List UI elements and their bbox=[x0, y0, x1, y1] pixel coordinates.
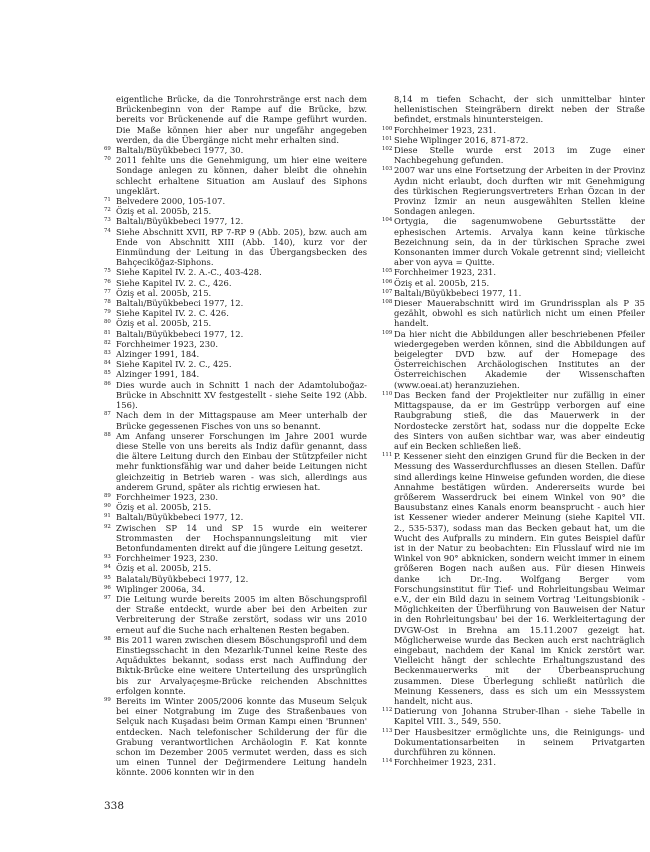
footnote-text: Siehe Kapitel IV. 2. C., 425. bbox=[116, 359, 232, 370]
footnote bbox=[382, 298, 645, 329]
footnote-number: 83 bbox=[104, 350, 111, 357]
footnote-number: 92 bbox=[104, 523, 111, 530]
footnote bbox=[104, 635, 367, 696]
footnote-number: 89 bbox=[104, 492, 111, 499]
footnote bbox=[104, 278, 367, 288]
footnote-text: Siehe Kapitel IV. 2. C. 426. bbox=[116, 308, 229, 319]
footnote-number: 103 bbox=[382, 166, 393, 173]
footnote bbox=[382, 135, 645, 145]
footnote-text: Datierung von Johanna Struber-Ilhan - siehe Tabelle in Kapitel VIII. 3., 549, 550. bbox=[394, 706, 645, 727]
footnote-number: 71 bbox=[104, 197, 111, 204]
footnote bbox=[382, 145, 645, 165]
footnote-text: Öziş et al. 2005b, 215. bbox=[116, 287, 212, 298]
footnote bbox=[104, 196, 367, 206]
footnote-text: Balatalı/Büyükbebeci 1977, 12. bbox=[116, 573, 249, 584]
footnote-number: 82 bbox=[104, 339, 111, 346]
footnote-number: 94 bbox=[104, 564, 111, 571]
footnote-text: Öziş et al. 2005b, 215. bbox=[116, 206, 212, 217]
footnote-text: Forchheimer 1923, 231. bbox=[394, 757, 496, 768]
footnotes-left-column bbox=[104, 94, 367, 778]
footnote-number: 101 bbox=[382, 135, 393, 142]
footnote bbox=[104, 563, 367, 573]
footnote bbox=[382, 267, 645, 277]
footnote bbox=[104, 359, 367, 369]
footnote-text: 2007 war uns eine Fortsetzung der Arbeiten in der Provinz Aydın nicht erlaubt, doch durften wir mit Genehmigung des türkischen Regierungsvertreters Erhan Özcan in der Provinz İzmir an neun ausgewählten Stellen kleine Sondagen anlegen. bbox=[394, 165, 645, 217]
footnote-text: Baltalı/Büyükbebeci 1977, 12. bbox=[116, 298, 244, 309]
footnote-number: 75 bbox=[104, 268, 111, 275]
footnote-number: 85 bbox=[104, 370, 111, 377]
footnote bbox=[104, 594, 367, 635]
footnote-number: 104 bbox=[382, 217, 393, 224]
footnote-text: Nach dem in der Mittagspause am Meer unterhalb der Brücke gegessenen Fisches von uns so benannt. bbox=[116, 410, 367, 431]
footnote-number: 111 bbox=[382, 452, 393, 459]
footnote-number: 97 bbox=[104, 594, 111, 601]
footnote-text: Da hier nicht die Abbildungen aller beschriebenen Pfeiler wiedergegeben werden können, sind die Abbildungen auf beigelegter DVD bzw. auf der Homepage des Österreichischen Archäologischen Institutes an der Österreichischen Akademie der Wissenschaften (www.oeai.at) heranzuziehen. bbox=[394, 328, 645, 390]
footnote-number: 107 bbox=[382, 288, 393, 295]
footnote-text: Öziş et al. 2005b, 215. bbox=[116, 502, 212, 513]
footnote-text: Öziş et al. 2005b, 215. bbox=[394, 277, 490, 288]
footnote bbox=[382, 288, 645, 298]
footnote-number: 88 bbox=[104, 431, 111, 438]
footnote-number: 87 bbox=[104, 411, 111, 418]
footnote bbox=[382, 727, 645, 758]
footnote-text: Dies wurde auch in Schnitt 1 nach der Adamtoluboğaz-Brücke in Abschnitt XV festgestellt - siehe Seite 192 (Abb. 156). bbox=[116, 379, 367, 411]
footnote-text: Forchheimer 1923, 231. bbox=[394, 267, 496, 278]
footnote-number: 105 bbox=[382, 268, 393, 275]
footnote-text: Siehe Abschnitt XVII, RP 7-RP 9 (Abb. 205), bzw. auch am Ende von Abschnitt XIII (Abb. 140), kurz vor der Einmündung der Leitung in das Übergangsbecken des Bahçeciköğaz-Siphons. bbox=[116, 226, 367, 268]
footnote-text: Zwischen SP 14 und SP 15 wurde ein weiterer Strommasten der Hochspannungsleitung mit vier Betonfundamenten direkt auf die jüngere Leitung gesetzt. bbox=[116, 522, 367, 553]
footnote-text: Belvedere 2000, 105-107. bbox=[116, 196, 226, 207]
footnote bbox=[104, 696, 367, 778]
footnote-number: 112 bbox=[382, 707, 393, 714]
footnote-text: Bereits im Winter 2005/2006 konnte das Museum Selçuk bei einer Notgrabung im Zuge des Straßenbaues von Selçuk nach Kuşadası beim Orman Kampı einen 'Brunnen' entdecken. Nach telefonischer Schilderung der für die Grabung verantwortlichen Archäologin F. Kat konnte schon im Dezember 2005 vermutet werden, dass es sich um einen Tunnel der Değirmendere Leitung handeln könnte. 2006 konnten wir in den bbox=[116, 695, 367, 778]
footnote-number: 84 bbox=[104, 360, 111, 367]
footnote-text: Forchheimer 1923, 230. bbox=[116, 338, 218, 349]
footnote bbox=[104, 145, 367, 155]
page-number: 338 bbox=[104, 800, 125, 812]
footnote bbox=[104, 492, 367, 502]
footnote bbox=[104, 206, 367, 216]
footnote bbox=[104, 349, 367, 359]
footnote-number: 76 bbox=[104, 278, 111, 285]
footnote-text: Forchheimer 1923, 231. bbox=[394, 124, 496, 135]
footnote-text: eigentliche Brücke, da die Tonrohrstränge erst nach dem Brückenbeginn von der Rampe auf die Brücke, bzw. bereits vor Brückenende auf die Rampe geführt wurden. Die Maße können hier aber nur ungefähr angegeben werden, da die Übergänge nicht mehr erhalten sind. bbox=[116, 94, 367, 145]
footnote-number: 114 bbox=[382, 758, 393, 765]
footnote-number: 109 bbox=[382, 329, 393, 336]
footnote-number: 108 bbox=[382, 299, 393, 306]
footnote bbox=[104, 155, 367, 196]
footnote-number: 86 bbox=[104, 380, 111, 387]
footnote-number: 69 bbox=[104, 146, 111, 153]
footnote-number: 99 bbox=[104, 696, 111, 703]
footnote-text: Siehe Kapitel IV. 2. A.-C., 403-428. bbox=[116, 267, 262, 278]
footnote bbox=[104, 227, 367, 268]
footnote bbox=[382, 390, 645, 451]
footnote-text: Forchheimer 1923, 230. bbox=[116, 553, 218, 564]
footnote bbox=[104, 553, 367, 563]
footnote bbox=[104, 584, 367, 594]
footnotes-right-column bbox=[382, 94, 645, 767]
footnote-number: 96 bbox=[104, 584, 111, 591]
footnote bbox=[382, 451, 645, 706]
footnote bbox=[104, 94, 367, 145]
footnote-number: 72 bbox=[104, 207, 111, 214]
footnote-number: 106 bbox=[382, 278, 393, 285]
footnote-text: Alzinger 1991, 184. bbox=[116, 369, 200, 380]
footnote bbox=[104, 308, 367, 318]
footnote-text: Baltalı/Büyükbebeci 1977, 11. bbox=[394, 287, 522, 298]
footnote-text: Das Becken fand der Projektleiter nur zufällig in einer Mittagspause, da er im Gestrüpp verborgen auf eine Raubgrabung stieß, die das Mauerwerk in der Nordostecke zerstört hat, sodass nur die doppelte Ecke des Sinters von außen sichtbar war, was aber eindeutig auf ein Becken schließen ließ. bbox=[394, 389, 645, 451]
footnote-text: Am Anfang unserer Forschungen im Jahre 2001 wurde diese Stelle von uns bereits als Indiz dafür genannt, dass die ältere Leitung durch den Einbau der Stützpfeiler nicht mehr funktionsfähig war und daher beide Leitungen nicht gleichzeitig in Betrieb waren - was sich, allerdings aus anderem Grund, später als richtig erwiesen hat. bbox=[116, 430, 367, 492]
footnote-text: Alzinger 1991, 184. bbox=[116, 349, 200, 360]
footnote bbox=[104, 267, 367, 277]
footnote bbox=[382, 94, 645, 125]
footnote-text: Forchheimer 1923, 230. bbox=[116, 491, 218, 502]
footnote-text: Diese Stelle wurde erst 2013 im Zuge einer Nachbegehung gefunden. bbox=[394, 145, 645, 166]
footnote bbox=[104, 410, 367, 430]
footnote-number: 93 bbox=[104, 554, 111, 561]
footnote-text: Ortygia, die sagenumwobene Geburtsstätte der ephesischen Artemis. Arvalya kann keine türkische Bezeichnung sein, da in der türkischen Sprache zwei Konsonanten immer durch Vokale getrennt sind; vielleicht aber von ayva = Quitte. bbox=[394, 216, 645, 268]
footnote-text: P. Kessener sieht den einzigen Grund für die Becken in der Messung des Wasserdurchflusses an diesen Stellen. Dafür sind allerdings keine Hinweise gefunden worden, die diese Annahme bestätigen würden. Andererseits wurde bei größerem Wasserdruck bei einem Winkel von 90° die Bausubstanz eines Kanals enorm beansprucht - auch hier ist Kessener wieder anderer Meinung (siehe Kapitel VII. 2., 535-537), sodass man das Becken gebaut hat, um die Wucht des Aufpralls zu mindern. Ein gutes Beispiel dafür ist in der Natur zu beobachten: Ein Flusslauf wird nie im Winkel von 90° abknicken, sondern weicht immer in einem größeren Bogen nach außen aus. Für diesen Hinweis danke ich Dr.-Ing. Wolfgang Berger vom Forschungsinstitut für Tief- und Rohrleitungsbau Weimar e.V., der ein Bild dazu in seinem Vortrag 'Leitungsbionik - Möglichkeiten der Überführung von Bauweisen der Natur in den Rohrleitungsbau' bei der 16. Werkleitertagung der DVGW-Ost in Brehna am 15.11.2007 gezeigt hat. Möglicherweise wurde das Becken auch erst nachträglich eingebaut, nachdem der Kanal im Knick zerstört war. Vielleicht hängt der schlechte Erhaltungszustand des Beckenmauerwerks mit der Überbeanspruchung zusammen. Diese Überlegung schließt natürlich die Meinung Kesseners, dass es sich um ein Messsystem handelt, nicht aus. bbox=[394, 451, 645, 706]
footnote-text: Siehe Kapitel IV. 2. C., 426. bbox=[116, 277, 232, 288]
footnote bbox=[104, 431, 367, 492]
footnote bbox=[382, 757, 645, 767]
footnote bbox=[382, 329, 645, 390]
footnote-number: 80 bbox=[104, 319, 111, 326]
footnote bbox=[104, 288, 367, 298]
footnote-number: 77 bbox=[104, 288, 111, 295]
footnote-text: Baltalı/Büyükbebeci 1977, 12. bbox=[116, 328, 244, 339]
footnote bbox=[104, 380, 367, 411]
footnote-text: Wiplinger 2006a, 34. bbox=[116, 583, 205, 594]
footnote bbox=[104, 512, 367, 522]
footnote-number: 91 bbox=[104, 513, 111, 520]
footnote-text: Dieser Mauerabschnitt wird im Grundrissplan als P 35 gezählt, obwohl es sich natürlich nicht um einen Pfeiler handelt. bbox=[394, 298, 645, 329]
footnote-number: 102 bbox=[382, 146, 393, 153]
footnote-number: 70 bbox=[104, 156, 111, 163]
footnote-number: 81 bbox=[104, 329, 111, 336]
footnote bbox=[382, 216, 645, 267]
footnote bbox=[104, 574, 367, 584]
footnote-number: 110 bbox=[382, 390, 393, 397]
footnote-number: 74 bbox=[104, 227, 111, 234]
footnote bbox=[104, 369, 367, 379]
footnote bbox=[104, 523, 367, 554]
footnote-text: Öziş et al. 2005b, 215. bbox=[116, 563, 212, 574]
footnote-text: Baltalı/Büyükbebeci 1977, 30. bbox=[116, 145, 244, 156]
footnote-text: Die Leitung wurde bereits 2005 im alten Böschungsprofil der Straße entdeckt, wurde aber bei den Arbeiten zur Verbreiterung der Straße zerstört, sodass wir uns 2010 erneut auf die Suche nach erhaltenen Resten begaben. bbox=[116, 593, 367, 635]
footnote-text: Baltalı/Büyükbebeci 1977, 12. bbox=[116, 216, 244, 227]
footnote bbox=[104, 329, 367, 339]
footnote-number: 98 bbox=[104, 635, 111, 642]
footnote-number: 79 bbox=[104, 309, 111, 316]
footnote bbox=[382, 165, 645, 216]
footnote-text: Baltalı/Büyükbebeci 1977, 12. bbox=[116, 512, 244, 523]
footnote-number: 113 bbox=[382, 727, 393, 734]
footnote bbox=[382, 278, 645, 288]
footnote-text: Bis 2011 waren zwischen diesem Böschungsprofil und dem Einstiegsschacht in den Mezarlık-Tunnel keine Reste des Aquäduktes bekannt, sodass erst nach Auffindung der Bıktık-Brücke eine weitere Unterteilung des ursprünglich bis zur Arvalyaçeşme-Brücke reichenden Abschnittes erfolgen konnte. bbox=[116, 634, 367, 696]
footnote bbox=[104, 216, 367, 226]
footnote-number: 100 bbox=[382, 125, 393, 132]
footnote bbox=[382, 706, 645, 726]
footnote-text: Öziş et al. 2005b, 215. bbox=[116, 318, 212, 329]
footnote bbox=[104, 318, 367, 328]
footnote bbox=[104, 502, 367, 512]
footnote-text: 2011 fehlte uns die Genehmigung, um hier eine weitere Sondage anlegen zu können, daher bleibt die ohnehin schlecht erhaltene Situation am Auslauf des Siphons ungeklärt. bbox=[116, 155, 367, 196]
footnote-number: 90 bbox=[104, 503, 111, 510]
footnote-text: Der Hausbesitzer ermöglichte uns, die Reinigungs- und Dokumentationsarbeiten in seinem Privatgarten durchführen zu können. bbox=[394, 726, 645, 757]
footnote bbox=[104, 298, 367, 308]
footnote-number: 95 bbox=[104, 574, 111, 581]
footnote-number: 78 bbox=[104, 299, 111, 306]
footnote-number: 73 bbox=[104, 217, 111, 224]
footnote bbox=[104, 339, 367, 349]
footnote-text: Siehe Wiplinger 2016, 871-872. bbox=[394, 134, 529, 145]
footnote bbox=[382, 125, 645, 135]
footnote-text: 8,14 m tiefen Schacht, der sich unmittelbar hinter hellenistischen Steingräbern direkt neben der Straße befindet, erstmals hinuntersteigen. bbox=[394, 94, 645, 125]
